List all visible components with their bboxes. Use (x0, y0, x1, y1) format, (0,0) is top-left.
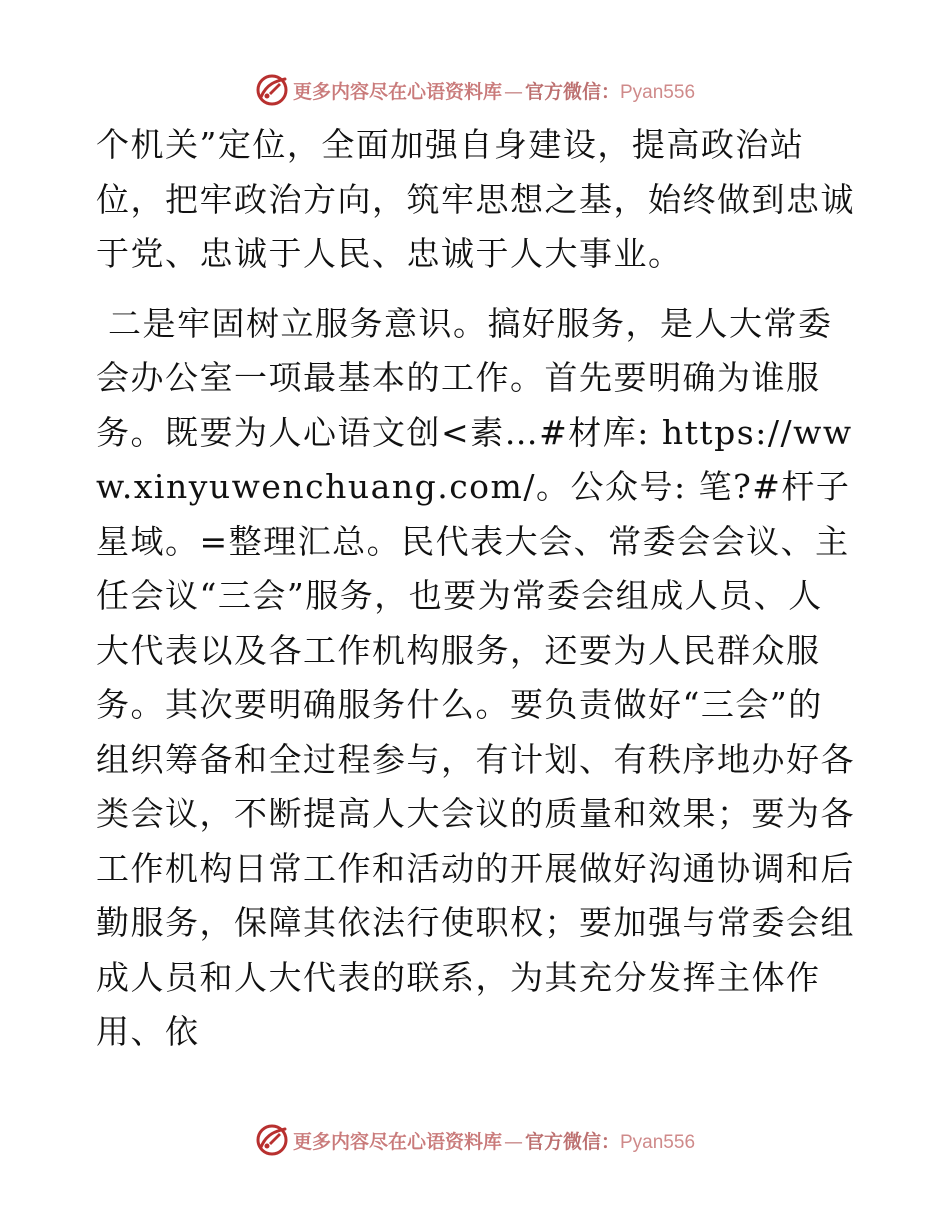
paragraph-2: 二是牢固树立服务意识。搞好服务，是人大常委会办公室一项最基本的工作。首先要明确为谁服务。既要为人心语文创<素…#材库: https://www.xinyuwenchuang.com/。公众号: 笔?#杆子星域。=整理汇总。民代表大会、常委会会议、主任会议“三会”服务，也要为常委会组成人员、人大代表以及各工作机构服务，还要为人民群众服务。其次要明确服务什么。要负责做好“三会”的组织筹备和全过程参与，有计划、有秩序地办好各类会议，不断提高人大会议的质量和效果；要为各工作机构日常工作和活动的开展做好沟通协调和后勤服务，保障其依法行使职权；要加强与常委会组成人员和人大代表的联系，为其充分发挥主体作用、依 (96, 303, 855, 1051)
watermark-site-text: 更多内容尽在心语资料库 (292, 80, 502, 103)
paragraph-1: 个机关”定位，全面加强自身建设，提高政治站位，把牢政治方向，筑牢思想之基，始终做到忠诚于党、忠诚于人民、忠诚于人大事业。 (96, 125, 855, 273)
watermark-text (293, 77, 695, 104)
watermark-text (293, 1127, 695, 1154)
brand-logo-icon (255, 1123, 289, 1157)
watermark-separator: — (503, 1130, 523, 1153)
watermark-wechat-id: Pyan556 (620, 1131, 696, 1153)
watermark-site-text: 更多内容尽在心语资料库 (292, 1130, 502, 1153)
footer-watermark (0, 1118, 950, 1162)
watermark-wechat-label: 官方微信： (524, 80, 620, 103)
brand-logo-icon (255, 73, 289, 107)
document-body (96, 118, 856, 1060)
header-watermark (0, 68, 950, 112)
watermark-separator: — (503, 80, 523, 103)
watermark-wechat-label: 官方微信： (524, 1130, 620, 1153)
watermark-wechat-id: Pyan556 (620, 81, 696, 103)
